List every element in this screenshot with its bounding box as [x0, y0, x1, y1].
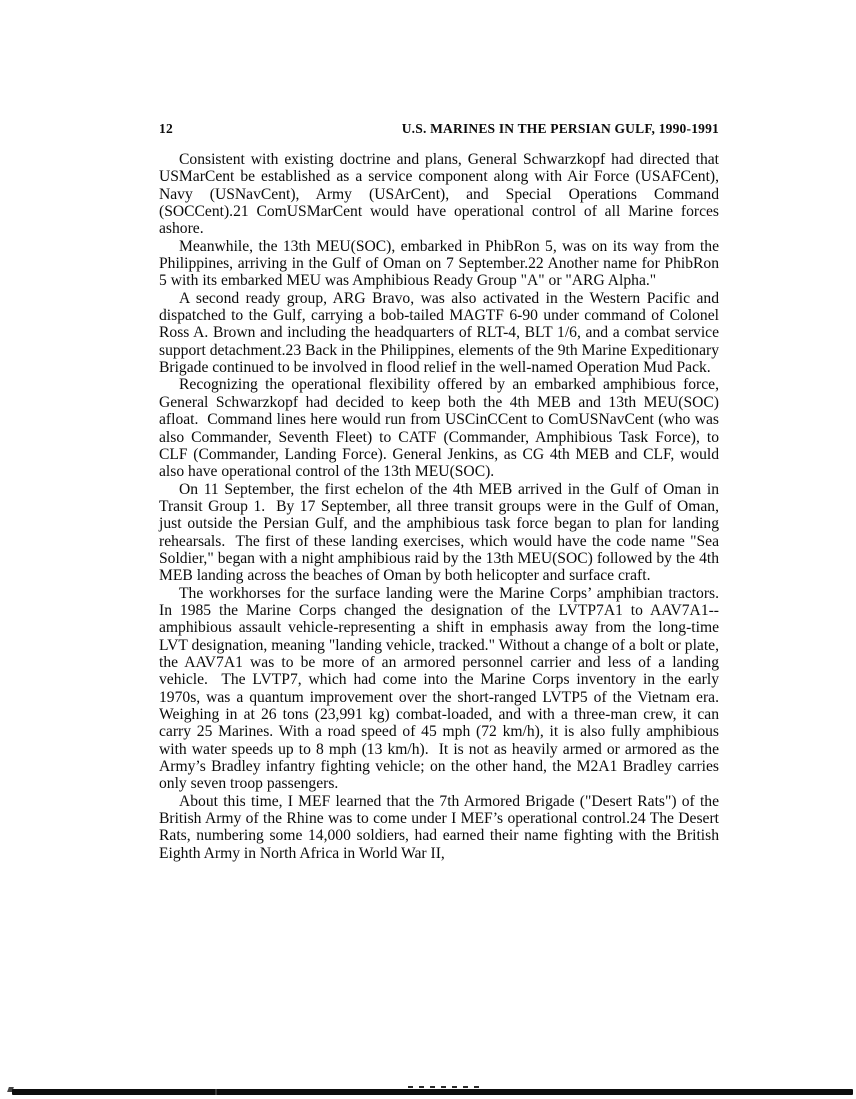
paragraph: Meanwhile, the 13th MEU(SOC), embarked in PhibRon 5, was on its way from the Philippines, arriving in the Gulf of Oman on 7 September.22 Another name for PhibRon 5 with its embarked MEU was Amphibious Ready Group "A" or "ARG Alpha."	[159, 237, 723, 290]
scan-artifact-notch	[215, 1089, 217, 1095]
page-body	[159, 151, 727, 862]
running-header	[159, 121, 719, 137]
scan-artifact-dashes	[408, 1086, 480, 1088]
paragraph: The workhorses for the surface landing were the Marine Corps’ amphibian tractors. In 1985 the Marine Corps changed the designation of the LVTP7A1 to AAV7A1--amphibious assault vehicle-representing a shift in emphasis away from the long-time LVT designation, meaning "landing vehicle, tracked." Without a change of a bolt or plate, the AAV7A1 was to be more of an armored personnel carrier and less of a landing vehicle. The LVTP7, which had come into the Marine Corps inventory in the early 1970s, was a quantum improvement over the short-ranged LVTP5 of the Vietnam era. Weighing in at 26 tons (23,991 kg) combat-loaded, and with a three-man crew, it can carry 25 Marines. With a road speed of 45 mph (72 km/h), it is also fully amphibious with water speeds up to 8 mph (13 km/h). It is not as heavily armed or armored as the Army’s Bradley infantry fighting vehicle; on the other hand, the M2A1 Bradley carries only seven troop passengers.	[159, 584, 727, 793]
paragraph: Consistent with existing doctrine and plans, General Schwarzkopf had directed that USMarCent be established as a service component along with Air Force (USAFCent), Navy (USNavCent), Army (USArCent), and Special Operations Command (SOCCent).21 ComUSMarCent would have operational control of all Marine forces ashore.	[159, 151, 723, 238]
paragraph: A second ready group, ARG Bravo, was also activated in the Western Pacific and dispatched to the Gulf, carrying a bob-tailed MAGTF 6-90 under command of Colonel Ross A. Brown and including the headquarters of RLT-4, BLT 1/6, and a combat service support detachment.23 Back in the Philippines, elements of the 9th Marine Expeditionary Brigade continued to be involved in flood relief in the well-named Operation Mud Pack.	[159, 289, 723, 377]
paragraph: About this time, I MEF learned that the 7th Armored Brigade ("Desert Rats") of the British Army of the Rhine was to come under I MEF’s operational control.24 The Desert Rats, numbering some 14,000 soldiers, had earned their name fighting with the British Eighth Army in North Africa in World War II,	[159, 792, 723, 862]
scan-artifact-bar	[12, 1089, 853, 1095]
paragraph: On 11 September, the first echelon of the 4th MEB arrived in the Gulf of Oman in Transit Group 1. By 17 September, all three transit groups were in the Gulf of Oman, just outside the Persian Gulf, and the amphibious task force began to plan for landing rehearsals. The first of these landing exercises, which would have the code name "Sea Soldier," began with a night amphibious raid by the 13th MEU(SOC) followed by the 4th MEB landing across the beaches of Oman by both helicopter and surface craft.	[159, 480, 723, 585]
page-number: 12	[159, 121, 173, 136]
paragraph: Recognizing the operational flexibility offered by an embarked amphibious force, General Schwarzkopf had decided to keep both the 4th MEB and 13th MEU(SOC) afloat. Command lines here would run from USCinCCent to ComUSNavCent (who was also Commander, Seventh Fleet) to CATF (Commander, Amphibious Task Force), to CLF (Commander, Landing Force). General Jenkins, as CG 4th MEB and CLF, would also have operational control of the 13th MEU(SOC).	[159, 376, 723, 481]
running-title: U.S. MARINES IN THE PERSIAN GULF, 1990-1991	[401, 121, 719, 136]
